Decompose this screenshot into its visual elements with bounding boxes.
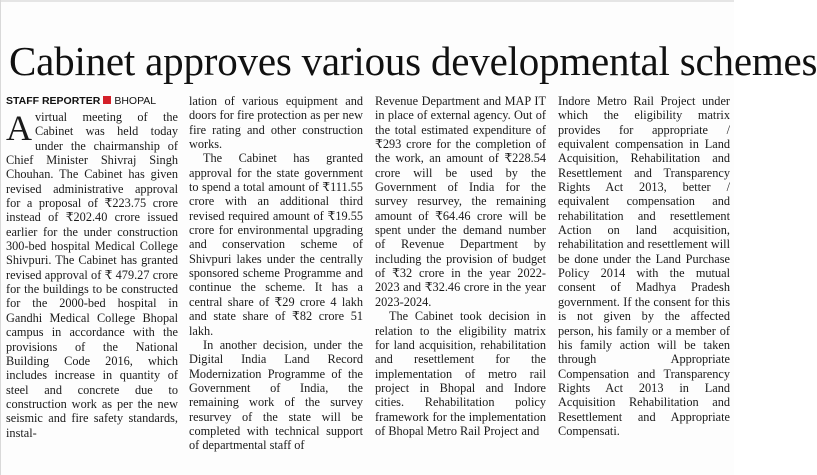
column-4: [558, 94, 730, 438]
paragraph-text: virtual meeting of the Cabinet was held today under the chairmanship of Chief Minister Shivraj Singh Chouhan. The Cabinet has given revised administrative approval for a proposal of ₹223.75 crore instead of ₹202.40 crore issued earlier for the under construction 300-bed hospital Medical College Shivpuri. The Cabinet has granted revised approval of ₹ 479.27 crore for the buildings to be constructed for the 2000-bed hospital in Gandhi Medical College Bhopal campus in accordance with the provisions of the National Building Code 2016, which includes increase in quantity of steel and concrete due to construction work as per the new seismic and fire safety standards, instal-: [6, 110, 178, 440]
paragraph: [6, 110, 178, 440]
paragraph: Revenue Department and MAP IT in place of external agency. Out of the total estimated expenditure of ₹293 crore for the completion of the work, an amount of ₹228.54 crore will be used by the Government of India for the survey resurvey, the remaining amount of ₹64.46 crore will be spent under the demand number of Revenue Department by including the provision of budget of ₹32 crore in the year 2022-2023 and ₹32.46 crore in the year 2023-2024.: [375, 94, 546, 309]
drop-cap: A: [6, 108, 32, 148]
paragraph: The Cabinet has granted approval for the state government to spend a total amount of ₹111.55 crore with an additional third revised required amount of ₹19.55 crore for environmental upgrading and conservation scheme of Shivpuri lakes under the centrally sponsored scheme Programme and continue the scheme. It has a central share of ₹29 crore 4 lakh and state share of ₹82 crore 51 lakh.: [189, 151, 363, 338]
byline: [6, 94, 178, 110]
column-2: [189, 94, 363, 453]
byline-location: BHOPAL: [114, 95, 157, 107]
left-edge: [0, 0, 1, 475]
paragraph: The Cabinet took decision in relation to the eligibility matrix for land acquisition, rehabilitation and resettlement for the implementation of metro rail project in Bhopal and Indore cities. Rehabilitation policy framework for the implementation of Bhopal Metro Rail Project and: [375, 309, 546, 438]
byline-reporter: STAFF REPORTER: [6, 95, 101, 107]
paragraph: In another decision, under the Digital India Land Record Modernization Programme of the Government of India, the remaining work of the survey resurvey of the state will be completed with technical support of departmental staff of: [189, 337, 363, 453]
top-rule: [0, 0, 734, 2]
column-3: [375, 94, 546, 438]
headline: Cabinet approves various developmental schemes: [9, 38, 817, 84]
column-1: [6, 94, 178, 440]
paragraph: lation of various equipment and doors for fire protection as per new fire rating and other construction works.: [189, 94, 363, 152]
paragraph: Indore Metro Rail Project under which the eligibility matrix provides for appropriate / equivalent compensation in Land Acquisition, Rehabilitation and Resettlement and Transparency Rights Act 2013, better / equivalent compensation and rehabilitation and resettlement Action on land acquisition, rehabilitation and resettlement will be done under the Land Purchase Policy 2014 with the mutual consent of Madhya Pradesh government. If the consent for this is not given by the affected person, his family or a member of his family action will be taken through Appropriate Compensation and Transparency Rights Act 2013 in Land Acquisition Rehabilitation and Resettlement and Appropriate Compensati.: [558, 94, 730, 438]
red-square-icon: [103, 96, 111, 104]
